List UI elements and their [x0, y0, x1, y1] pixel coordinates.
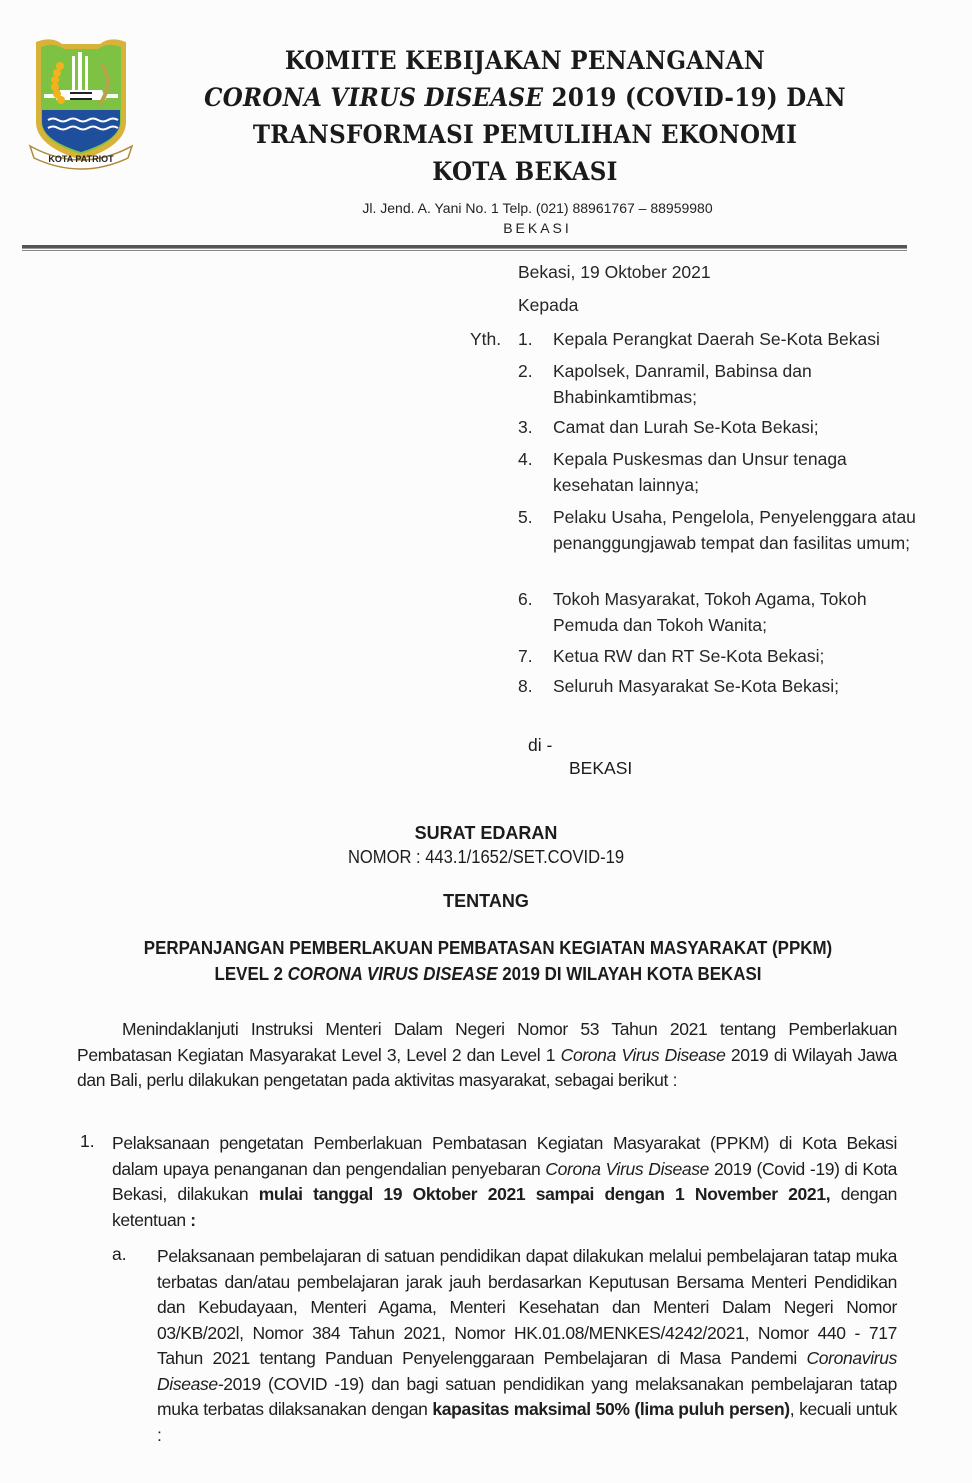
recipient-number: 1.	[518, 329, 533, 349]
org-line-3: TRANSFORMASI PEMULIHAN EKONOMI	[252, 120, 798, 149]
subject-line-1: PERPANJANGAN PEMBERLAKUAN PEMBATASAN KEGIATAN MASYARAKAT (PPKM)	[143, 938, 833, 958]
kepada-label: Kepada	[518, 295, 579, 315]
letter-subject	[65, 935, 911, 987]
emblem-motto: KOTA PATRIOT	[48, 154, 114, 164]
letterhead-divider	[22, 245, 907, 249]
point-a-text: Pelaksanaan pembelajaran di satuan pendidikan dapat dilakukan melalui pembelajaran tatap muka terbatas dan/atau pembelajaran jarak jauh berdasarkan Keputusan Bersama Menteri Pendidikan dan Kebudayaan, Menteri Agama, Menteri Kesehatan dan Menteri Dalam Negeri Nomor 03/KB/202l, Nomor 384 Tahun 2021, Nomor HK.01.08/MENKES/4242/2021, Nomor 440 - 717 Tahun 2021 tentang Panduan Penyelenggaraan Pembelajaran di Masa Pandemi Coronavirus Disease-2019 (COVID -19) dan bagi satuan pendidikan yang melaksanakan pembelajaran tatap muka terbatas dilaksanakan dengan kapasitas maksimal 50% (lima puluh persen), kecuali untuk :	[157, 1246, 897, 1445]
recipient-item: Ketua RW dan RT Se-Kota Bekasi;	[553, 646, 825, 666]
recipient-item: Seluruh Masyarakat Se-Kota Bekasi;	[553, 676, 839, 696]
address-line: Jl. Jend. A. Yani No. 1 Telp. (021) 88961767 – 88959980	[362, 200, 713, 216]
yth-label: Yth.	[470, 329, 502, 349]
recipient-item: Pelaku Usaha, Pengelola, Penyelenggara atau penanggungjawab tempat dan fasilitas umum;	[553, 507, 916, 553]
subject-line-2: LEVEL 2 CORONA VIRUS DISEASE 2019 DI WILAYAH KOTA BEKASI	[214, 964, 762, 984]
tentang-label: TENTANG	[443, 891, 529, 911]
recipient-number: 7.	[518, 646, 533, 666]
recipient-number: 6.	[518, 589, 533, 609]
recipient-number: 8.	[518, 676, 533, 696]
point-a-letter: a.	[112, 1244, 127, 1264]
recipient-number: 5.	[518, 507, 533, 527]
point-1-number: 1.	[80, 1131, 95, 1151]
recipient-item: Kepala Perangkat Daerah Se-Kota Bekasi	[553, 329, 880, 349]
org-line-4: KOTA BEKASI	[432, 157, 618, 186]
di-place: BEKASI	[569, 758, 633, 778]
recipient-item: Kapolsek, Danramil, Babinsa dan Bhabinkamtibmas;	[553, 361, 812, 407]
recipient-number: 3.	[518, 417, 533, 437]
letterhead-divider-thin	[22, 250, 907, 251]
di-label: di -	[528, 735, 553, 755]
organization-name	[150, 42, 900, 190]
address-city: BEKASI	[503, 220, 572, 236]
recipient-item: Kepala Puskesmas dan Unsur tenaga kesehatan lainnya;	[553, 449, 847, 495]
org-line-1: KOMITE KEBIJAKAN PENANGANAN	[284, 46, 766, 75]
recipient-number: 2.	[518, 361, 533, 381]
recipient-item: Tokoh Masyarakat, Tokoh Agama, Tokoh Pemuda dan Tokoh Wanita;	[553, 589, 867, 635]
letter-type: SURAT EDARAN	[414, 823, 558, 843]
org-line-2: CORONA VIRUS DISEASE 2019 (COVID-19) DAN	[204, 83, 846, 112]
intro-paragraph: Menindaklanjuti Instruksi Menteri Dalam Negeri Nomor 53 Tahun 2021 tentang Pemberlakuan Pembatasan Kegiatan Masyarakat Level 3, Level 2 dan Level 1 Corona Virus Disease 2019 di Wilayah Jawa dan Bali, perlu dilakukan pengetatan pada aktivitas masyarakat, sebagai berikut :	[77, 1019, 897, 1090]
recipient-item: Camat dan Lurah Se-Kota Bekasi;	[553, 417, 819, 437]
place-date: Bekasi, 19 Oktober 2021	[518, 262, 711, 282]
point-1-text: Pelaksanaan pengetatan Pemberlakuan Pembatasan Kegiatan Masyarakat (PPKM) di Kota Bekasi dalam upaya penanganan dan pengendalian penyebaran Corona Virus Disease 2019 (Covid -19) di Kota Bekasi, dilakukan mulai tanggal 19 Oktober 2021 sampai dengan 1 November 2021, dengan ketentuan :	[112, 1133, 897, 1230]
recipient-number: 4.	[518, 449, 533, 469]
letter-number: NOMOR : 443.1/1652/SET.COVID-19	[347, 847, 625, 867]
kota-bekasi-emblem-icon	[22, 34, 140, 170]
letterhead-address	[150, 198, 925, 238]
